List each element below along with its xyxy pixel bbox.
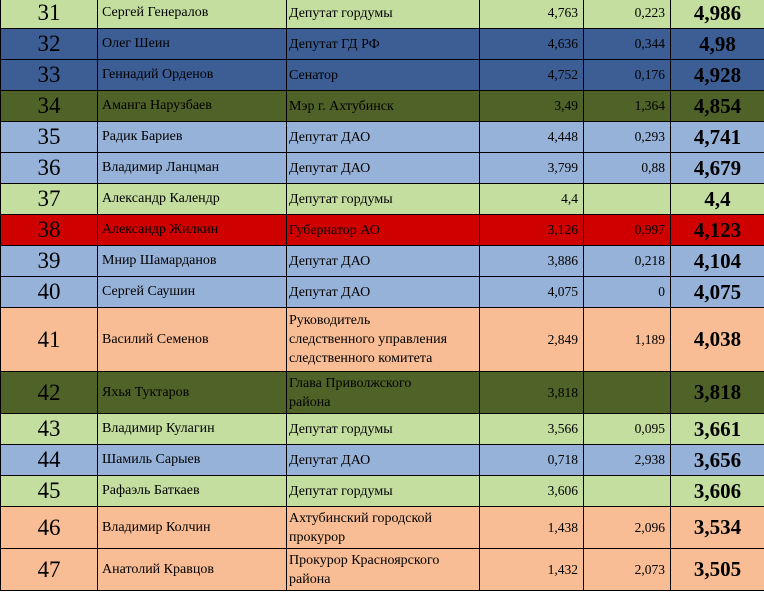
- person-name-cell: Владимир Кулагин: [98, 414, 287, 445]
- position-line: Депутат ДАО: [289, 284, 371, 300]
- person-name-cell: Мнир Шамарданов: [98, 246, 287, 277]
- position-cell: [287, 549, 480, 591]
- position-line: Мэр г. Ахтубинск: [289, 98, 394, 114]
- position-line: Депутат гордумы: [289, 483, 393, 499]
- position-cell: [287, 60, 480, 91]
- position-line: Глава Приволжского: [289, 375, 412, 391]
- rank-number-cell: 32: [1, 29, 98, 60]
- position-line: следственного комитета: [289, 351, 433, 366]
- score-1-cell: 4,4: [480, 184, 584, 215]
- total-score-cell: 4,104: [671, 246, 764, 277]
- position-line: Сенатор: [289, 67, 338, 83]
- table-row: [1, 246, 764, 277]
- position-cell: [287, 0, 480, 29]
- table-row: [1, 122, 764, 153]
- position-line: Депутат ДАО: [289, 129, 371, 145]
- table-row: [1, 549, 764, 591]
- score-1-cell: 1,438: [480, 507, 584, 549]
- position-cell: [287, 122, 480, 153]
- position-cell: [287, 246, 480, 277]
- score-2-cell: 0,095: [584, 414, 671, 445]
- score-2-cell: 0,88: [584, 153, 671, 184]
- score-1-cell: 4,448: [480, 122, 584, 153]
- position-line: Губернатор АО: [289, 222, 380, 238]
- rank-number-cell: 44: [1, 445, 98, 476]
- rank-number-cell: 47: [1, 549, 98, 591]
- rank-number-cell: 37: [1, 184, 98, 215]
- score-2-cell: [584, 372, 671, 414]
- score-2-cell: 0: [584, 277, 671, 308]
- position-line: Руководитель: [289, 313, 371, 328]
- person-name-cell: Геннадий Орденов: [98, 60, 287, 91]
- position-line: Прокурор Красноярского: [289, 552, 440, 568]
- score-2-cell: 0,344: [584, 29, 671, 60]
- table-row: [1, 0, 764, 29]
- rank-number-cell: 31: [1, 0, 98, 29]
- table-row: [1, 29, 764, 60]
- person-name-cell: Радик Бариев: [98, 122, 287, 153]
- total-score-cell: 4,679: [671, 153, 764, 184]
- position-line: района: [289, 571, 331, 587]
- position-cell: [287, 507, 480, 549]
- score-2-cell: 0,176: [584, 60, 671, 91]
- position-cell: [287, 308, 480, 372]
- table-row: [1, 184, 764, 215]
- person-name-cell: Владимир Ланцман: [98, 153, 287, 184]
- position-cell: [287, 29, 480, 60]
- position-line: Депутат гордумы: [289, 5, 393, 21]
- total-score-cell: 4,98: [671, 29, 764, 60]
- position-line: Депутат ГД РФ: [289, 36, 380, 52]
- total-score-cell: 4,986: [671, 0, 764, 29]
- person-name-cell: Владимир Колчин: [98, 507, 287, 549]
- score-1-cell: 3,49: [480, 91, 584, 122]
- rank-number-cell: 39: [1, 246, 98, 277]
- position-cell: [287, 414, 480, 445]
- score-2-cell: 0,223: [584, 0, 671, 29]
- score-2-cell: 2,938: [584, 445, 671, 476]
- position-line: следственного управления: [289, 332, 448, 347]
- total-score-cell: 4,123: [671, 215, 764, 246]
- total-score-cell: 3,818: [671, 372, 764, 414]
- score-1-cell: 3,126: [480, 215, 584, 246]
- score-2-cell: 0,997: [584, 215, 671, 246]
- total-score-cell: 3,534: [671, 507, 764, 549]
- table-row: [1, 91, 764, 122]
- person-name-cell: Сергей Саушин: [98, 277, 287, 308]
- table-row: [1, 414, 764, 445]
- table-row: [1, 60, 764, 91]
- position-cell: [287, 184, 480, 215]
- score-2-cell: [584, 476, 671, 507]
- person-name-cell: Александр Календр: [98, 184, 287, 215]
- person-name-cell: Рафаэль Баткаев: [98, 476, 287, 507]
- rating-table-body: [1, 0, 764, 591]
- position-line: района: [289, 394, 331, 410]
- rank-number-cell: 41: [1, 308, 98, 372]
- rank-number-cell: 35: [1, 122, 98, 153]
- rank-number-cell: 33: [1, 60, 98, 91]
- score-1-cell: 4,752: [480, 60, 584, 91]
- person-name-cell: Аманга Нарузбаев: [98, 91, 287, 122]
- rank-number-cell: 34: [1, 91, 98, 122]
- score-1-cell: 3,886: [480, 246, 584, 277]
- position-cell: [287, 372, 480, 414]
- rank-number-cell: 36: [1, 153, 98, 184]
- total-score-cell: 3,661: [671, 414, 764, 445]
- position-line: прокурор: [289, 529, 346, 545]
- total-score-cell: 4,4: [671, 184, 764, 215]
- total-score-cell: 4,854: [671, 91, 764, 122]
- score-1-cell: 1,432: [480, 549, 584, 591]
- position-line: Ахтубинский городской: [289, 510, 433, 526]
- score-1-cell: 4,636: [480, 29, 584, 60]
- score-1-cell: 4,763: [480, 0, 584, 29]
- score-1-cell: 3,818: [480, 372, 584, 414]
- person-name-cell: Шамиль Сарыев: [98, 445, 287, 476]
- score-1-cell: 3,799: [480, 153, 584, 184]
- position-line: Депутат ДАО: [289, 452, 371, 468]
- position-line: Депутат ДАО: [289, 253, 371, 269]
- table-row: [1, 372, 764, 414]
- score-2-cell: 0,218: [584, 246, 671, 277]
- total-score-cell: 3,656: [671, 445, 764, 476]
- score-1-cell: 3,566: [480, 414, 584, 445]
- position-cell: [287, 215, 480, 246]
- score-2-cell: 1,189: [584, 308, 671, 372]
- position-cell: [287, 277, 480, 308]
- table-row: [1, 445, 764, 476]
- person-name-cell: Сергей Генералов: [98, 0, 287, 29]
- position-cell: [287, 91, 480, 122]
- table-row: [1, 277, 764, 308]
- person-name-cell: Яхья Туктаров: [98, 372, 287, 414]
- table-row: [1, 153, 764, 184]
- score-2-cell: 2,096: [584, 507, 671, 549]
- score-1-cell: 4,075: [480, 277, 584, 308]
- position-cell: [287, 153, 480, 184]
- rank-number-cell: 38: [1, 215, 98, 246]
- total-score-cell: 4,038: [671, 308, 764, 372]
- rank-number-cell: 40: [1, 277, 98, 308]
- score-1-cell: 0,718: [480, 445, 584, 476]
- table-row: [1, 308, 764, 372]
- rank-number-cell: 42: [1, 372, 98, 414]
- position-line: Депутат гордумы: [289, 421, 393, 437]
- score-2-cell: 2,073: [584, 549, 671, 591]
- table-row: [1, 215, 764, 246]
- person-name-cell: Александр Жилкин: [98, 215, 287, 246]
- score-1-cell: 3,606: [480, 476, 584, 507]
- position-cell: [287, 445, 480, 476]
- total-score-cell: 3,606: [671, 476, 764, 507]
- total-score-cell: 4,075: [671, 277, 764, 308]
- rank-number-cell: 45: [1, 476, 98, 507]
- position-cell: [287, 476, 480, 507]
- person-name-cell: Олег Шеин: [98, 29, 287, 60]
- total-score-cell: 4,741: [671, 122, 764, 153]
- score-2-cell: [584, 184, 671, 215]
- position-line: Депутат гордумы: [289, 191, 393, 207]
- score-1-cell: 2,849: [480, 308, 584, 372]
- rank-number-cell: 46: [1, 507, 98, 549]
- table-row: [1, 507, 764, 549]
- total-score-cell: 3,505: [671, 549, 764, 591]
- table-row: [1, 476, 764, 507]
- score-2-cell: 1,364: [584, 91, 671, 122]
- person-name-cell: Анатолий Кравцов: [98, 549, 287, 591]
- score-2-cell: 0,293: [584, 122, 671, 153]
- person-name-cell: Василий Семенов: [98, 308, 287, 372]
- rank-number-cell: 43: [1, 414, 98, 445]
- total-score-cell: 4,928: [671, 60, 764, 91]
- position-line: Депутат ДАО: [289, 160, 371, 176]
